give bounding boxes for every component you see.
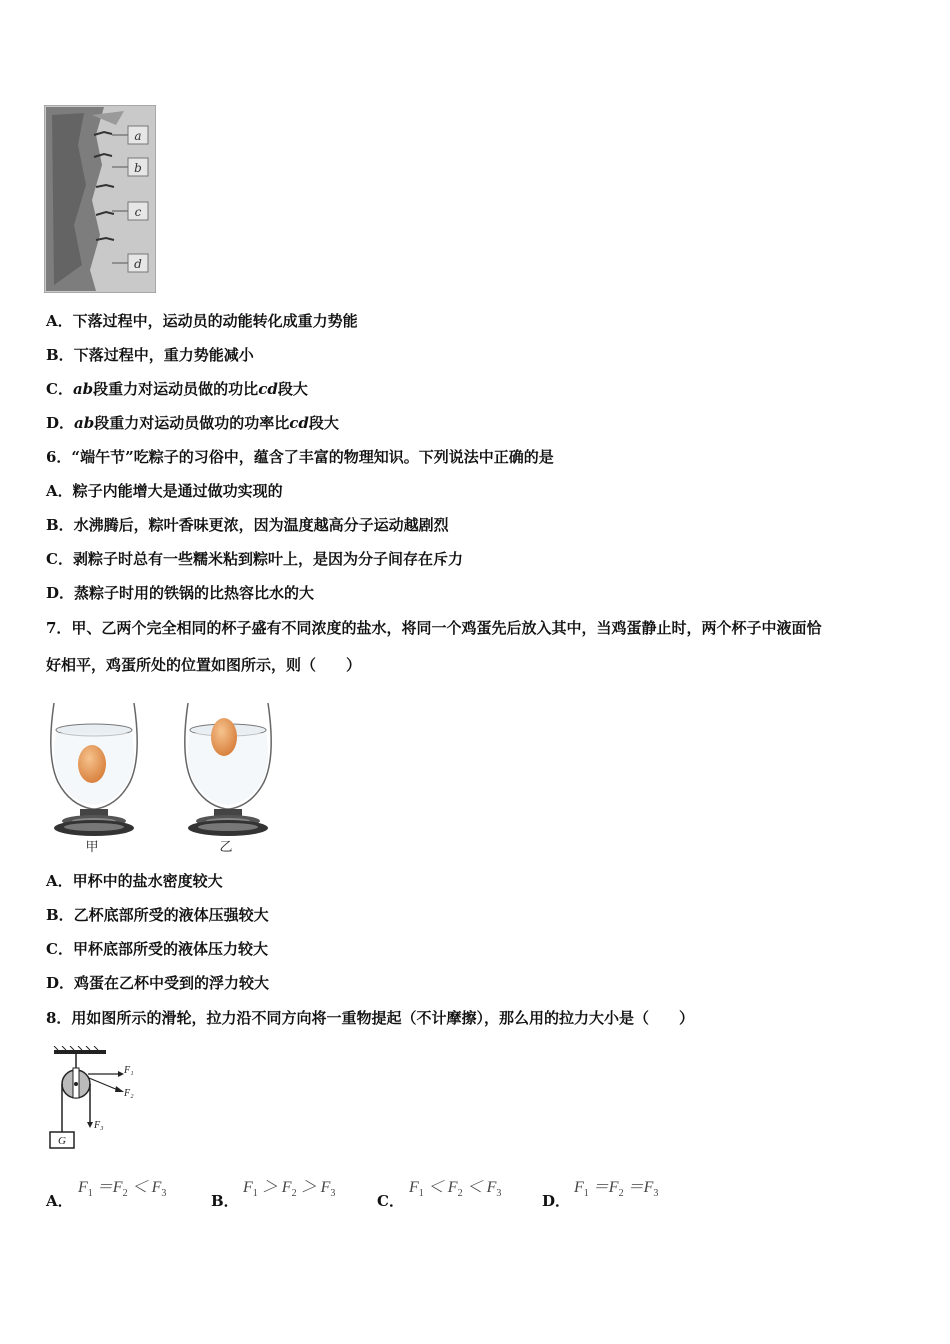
waterfall-label: c xyxy=(134,205,142,219)
waterfall-label: a xyxy=(134,129,142,143)
q5-option-b: B．下落过程中，重力势能减小 xyxy=(46,346,254,364)
q7-option-b: B．乙杯底部所受的液体压强较大 xyxy=(46,906,269,924)
cup-label-yi: 乙 xyxy=(219,840,233,855)
q6-option-a: A．粽子内能增大是通过做功实现的 xyxy=(46,482,283,500)
pulley-label-f3: F₃ xyxy=(94,1120,104,1131)
q7-stem-line2: 好相平，鸡蛋所处的位置如图所示，则（ ） xyxy=(46,656,362,674)
q7-option-d: D．鸡蛋在乙杯中受到的浮力较大 xyxy=(46,974,270,992)
pulley-label-f2: F₂ xyxy=(124,1088,134,1099)
q7-option-a: A．甲杯中的盐水密度较大 xyxy=(46,872,223,890)
cup-yi xyxy=(185,703,271,836)
q7-stem-line1: 7．甲、乙两个完全相同的杯子盛有不同浓度的盐水，将同一个鸡蛋先后放入其中，当鸡蛋静止时，两个杯子中液面恰 xyxy=(46,619,822,637)
pulley-label-f1: F₁ xyxy=(124,1065,134,1076)
q5-option-d: D．ab段重力对运动员做功的功率比cd段大 xyxy=(46,414,339,432)
q5-option-a: A．下落过程中，运动员的动能转化成重力势能 xyxy=(46,312,358,330)
waterfall-label: b xyxy=(134,161,142,175)
waterfall-diver-figure xyxy=(44,105,156,293)
waterfall-label: d xyxy=(134,257,142,271)
q6-option-c: C．剥粽子时总有一些糯米粘到粽叶上，是因为分子间存在斥力 xyxy=(46,550,463,568)
cup-jia xyxy=(51,703,137,836)
q6-stem: 6．“端午节”吃粽子的习俗中，蕴含了丰富的物理知识。下列说法中正确的是 xyxy=(46,448,554,466)
pulley-label-g: G xyxy=(58,1135,66,1147)
q6-option-d: D．蒸粽子时用的铁锅的比热容比水的大 xyxy=(46,584,315,602)
egg-cups-figure xyxy=(44,697,284,857)
cup-label-jia: 甲 xyxy=(85,840,99,855)
q5-option-c: C．ab段重力对运动员做的功比cd段大 xyxy=(46,380,308,398)
q7-option-c: C．甲杯底部所受的液体压力较大 xyxy=(46,940,268,958)
egg-yi xyxy=(211,718,237,756)
pulley-figure xyxy=(44,1046,144,1152)
q8-options: A． $F_1 =F_2 < F_3$ B． $F_1 > F_2 > F_3$ C． $F_1 < F_2 < F_3$ D． $F_1 =F_2 =F_3$ xyxy=(46,1179,659,1210)
egg-jia xyxy=(78,745,106,783)
q6-option-b: B．水沸腾后，粽叶香味更浓，因为温度越高分子运动越剧烈 xyxy=(46,516,449,534)
q8-stem: 8．用如图所示的滑轮，拉力沿不同方向将一重物提起（不计摩擦），那么用的拉力大小是（ ） xyxy=(46,1009,694,1027)
